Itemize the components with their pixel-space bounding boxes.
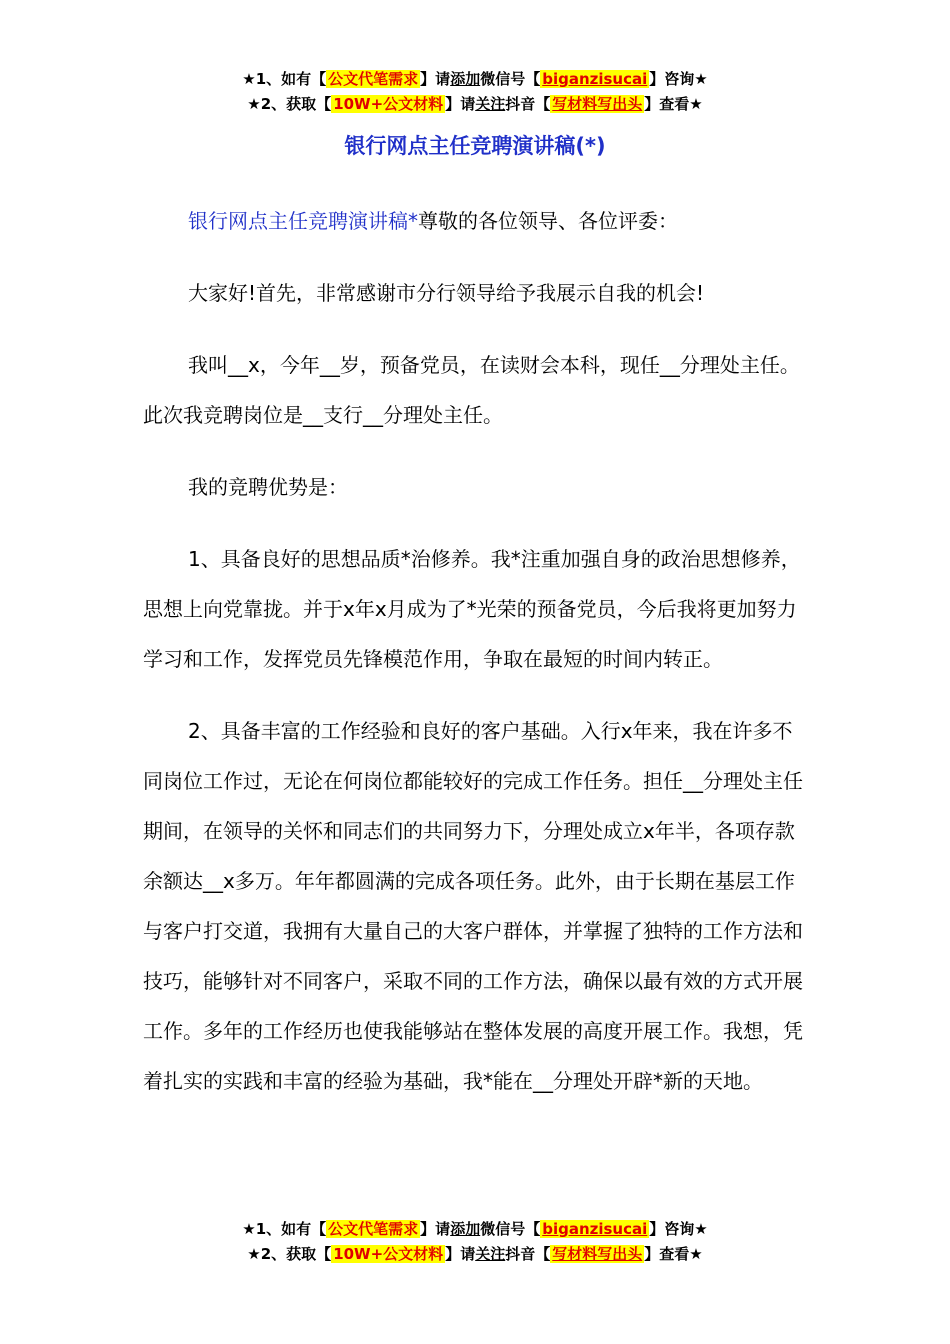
title-link[interactable]: 银行网点主任竞聘演讲稿* xyxy=(188,209,418,233)
douyin-account[interactable]: 写材料写出头 xyxy=(552,1245,643,1263)
promo-text: 】请 xyxy=(445,95,476,113)
intro-paragraph xyxy=(143,196,808,246)
body-paragraph: 我叫__x，今年__岁，预备党员，在读财会本科，现任__分理处主任。此次我竞聘岗位是__支行__分理处主任。 xyxy=(143,353,800,427)
wechat-id[interactable]: biganzisucai xyxy=(542,70,648,88)
promo-text: ★2、获取【 xyxy=(247,1245,332,1263)
promo-emphasis: 添加 xyxy=(450,1220,481,1238)
promo-emphasis: 关注 xyxy=(475,95,506,113)
promo-text: 】查看★ xyxy=(644,95,703,113)
highlight-materials: 10W+公文材料 xyxy=(333,1245,444,1263)
promo-line-1 xyxy=(0,1217,950,1242)
promo-line-1 xyxy=(0,67,950,92)
highlight-materials: 10W+公文材料 xyxy=(333,95,444,113)
promo-text: 微信号【 xyxy=(480,70,541,88)
promo-text: 】查看★ xyxy=(644,1245,703,1263)
highlight-service: 公文代笔需求 xyxy=(328,70,419,88)
promo-text: 】请 xyxy=(420,1220,451,1238)
promo-text: ★1、如有【 xyxy=(242,70,327,88)
body-paragraph: 大家好!首先，非常感谢市分行领导给予我展示自我的机会! xyxy=(188,281,705,305)
douyin-account[interactable]: 写材料写出头 xyxy=(552,95,643,113)
promo-banner-bottom xyxy=(0,1217,950,1267)
document-title: 银行网点主任竞聘演讲稿(*) xyxy=(344,134,606,158)
promo-text: 】请 xyxy=(445,1245,476,1263)
promo-text: ★2、获取【 xyxy=(247,95,332,113)
promo-text: 抖音【 xyxy=(505,1245,551,1263)
promo-text: 】请 xyxy=(420,70,451,88)
document-body xyxy=(143,196,808,1128)
promo-text: 抖音【 xyxy=(505,95,551,113)
salutation: 尊敬的各位领导、各位评委： xyxy=(418,209,678,233)
promo-text: 微信号【 xyxy=(480,1220,541,1238)
promo-line-2 xyxy=(0,92,950,117)
body-paragraph: 2、具备丰富的工作经验和良好的客户基础。入行x年来，我在许多不同岗位工作过，无论在何岗位都能较好的完成工作任务。担任__分理处主任期间，在领导的关怀和同志们的共同努力下，分理处成立x年半，各项存款余额达__x多万。年年都圆满的完成各项任务。此外，由于长期在基层工作与客户打交道，我拥有大量自己的大客户群体，并掌握了独特的工作方法和技巧，能够针对不同客户，采取不同的工作方法，确保以最有效的方式开展工作。多年的工作经历也使我能够站在整体发展的高度开展工作。我想，凭着扎实的实践和丰富的经验为基础，我*能在__分理处开辟*新的天地。 xyxy=(143,719,803,1093)
promo-emphasis: 添加 xyxy=(450,70,481,88)
promo-banner-top xyxy=(0,67,950,117)
body-paragraph: 1、具备良好的思想品质*治修养。我*注重加强自身的政治思想修养，思想上向党靠拢。并于x年x月成为了*光荣的预备党员，今后我将更加努力学习和工作，发挥党员先锋模范作用，争取在最短的时间内转正。 xyxy=(143,547,801,671)
promo-emphasis: 关注 xyxy=(475,1245,506,1263)
highlight-service: 公文代笔需求 xyxy=(328,1220,419,1238)
promo-text: 】咨询★ xyxy=(649,70,708,88)
promo-line-2 xyxy=(0,1242,950,1267)
promo-text: ★1、如有【 xyxy=(242,1220,327,1238)
wechat-id[interactable]: biganzisucai xyxy=(542,1220,648,1238)
promo-text: 】咨询★ xyxy=(649,1220,708,1238)
body-paragraph: 我的竞聘优势是： xyxy=(188,475,348,499)
